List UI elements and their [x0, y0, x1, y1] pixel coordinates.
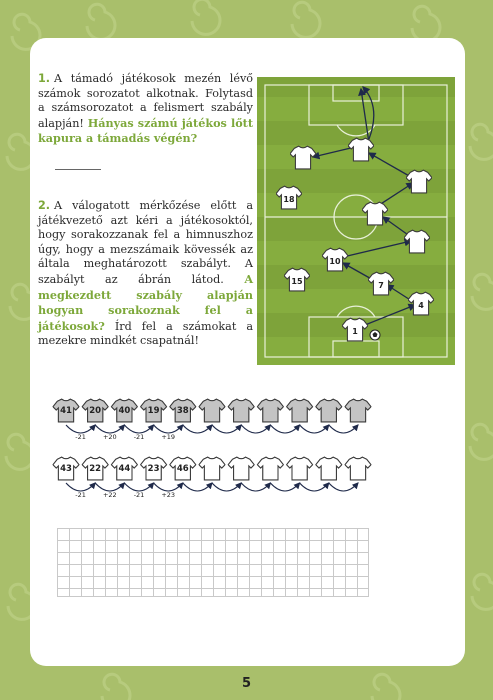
team-shirt[interactable]	[345, 399, 371, 422]
step-arrow	[212, 425, 241, 433]
task-1	[38, 72, 253, 147]
football	[370, 330, 380, 340]
step-arrow	[66, 483, 95, 499]
step-arrow	[329, 425, 358, 433]
step-arrow	[329, 483, 358, 491]
step-arrow	[95, 483, 124, 499]
team-shirt	[82, 399, 108, 422]
step-label: -21	[133, 491, 145, 499]
player-number: 1	[352, 327, 358, 336]
shirt-number: 46	[176, 464, 189, 474]
player-number: 15	[291, 277, 303, 286]
team-shirt[interactable]	[345, 457, 371, 480]
shirt-number: 43	[60, 464, 72, 474]
task-2-number: 2.	[38, 199, 51, 212]
shirt-number: 41	[60, 406, 72, 416]
team-shirt[interactable]	[199, 399, 225, 422]
step-arrow	[95, 425, 124, 441]
team-shirt	[53, 457, 79, 480]
team-shirt	[111, 457, 137, 480]
step-label: -21	[75, 491, 86, 499]
step-arrow	[124, 483, 153, 499]
shirt-number: 40	[118, 406, 131, 416]
step-label: -21	[75, 433, 86, 441]
task-2-text-after: Írd fel a számokat a mezekre mindkét csapatnál!	[38, 319, 253, 348]
step-arrow	[270, 483, 299, 491]
shirt-number: 23	[147, 464, 160, 474]
task-2-text: A válogatott mérkőzése előtt a játékvezető azt kéri a játékosoktól, hogy sorakozzanak fel a himnuszhoz úgy, hogy a mezszámaik kövessék az általa meghatározott szabályt. A szabályt az ábrán látod.	[38, 199, 253, 286]
step-arrow	[183, 483, 212, 491]
step-arrow	[154, 425, 183, 441]
task-1-text: A támadó játékosok mezén lévő számok sorozatot alkotnak. Folytasd a számsorozatot a felismert szabály alapján!	[38, 72, 253, 130]
step-arrow	[212, 483, 241, 491]
team-shirt[interactable]	[316, 457, 342, 480]
shirt-number: 38	[176, 406, 189, 416]
task-2	[38, 199, 253, 349]
team-shirt[interactable]	[316, 399, 342, 422]
step-arrow	[241, 483, 270, 491]
player-number: 4	[418, 301, 424, 310]
shirt-number: 44	[118, 464, 131, 474]
task-1-number: 1.	[38, 72, 51, 85]
team-shirt[interactable]	[228, 399, 254, 422]
step-label: +19	[161, 433, 176, 441]
team-shirt[interactable]	[199, 457, 225, 480]
writing-grid[interactable]	[57, 528, 369, 597]
team-shirt	[170, 399, 196, 422]
step-arrow	[300, 483, 329, 491]
team-shirt[interactable]	[287, 399, 313, 422]
shirt-number: 20	[89, 406, 102, 416]
player-number: 10	[329, 257, 341, 266]
team-shirt	[82, 457, 108, 480]
team-shirt	[141, 457, 167, 480]
team-shirt	[53, 399, 79, 422]
team-shirt[interactable]	[257, 399, 283, 422]
team-shirt	[111, 399, 137, 422]
task-2-question: A megkezdett szabály alapján hogyan sorakoznak fel a játékosok?	[38, 271, 254, 333]
player-number: 7	[378, 281, 384, 290]
step-label: +22	[102, 491, 117, 499]
task-1-answer-line[interactable]	[55, 169, 101, 170]
step-arrow	[154, 483, 183, 499]
shirt-number: 19	[147, 406, 160, 416]
task-1-question: Hányas számú játékos lőtt kapura a támadás végén?	[38, 115, 253, 146]
team-1-shirt-row	[52, 395, 382, 443]
team-shirt[interactable]	[257, 457, 283, 480]
team-2-shirt-row	[52, 453, 382, 501]
football-field	[257, 77, 455, 365]
step-arrow	[270, 425, 299, 433]
team-shirt	[170, 457, 196, 480]
step-arrow	[124, 425, 153, 441]
step-arrow	[66, 425, 95, 441]
team-shirt	[141, 399, 167, 422]
team-shirt[interactable]	[228, 457, 254, 480]
player-number: 18	[283, 195, 295, 204]
shirt-number: 22	[89, 464, 102, 474]
step-arrow	[300, 425, 329, 433]
step-arrow	[241, 425, 270, 433]
step-label: +20	[102, 433, 117, 441]
step-label: +23	[161, 491, 176, 499]
team-shirt[interactable]	[287, 457, 313, 480]
step-label: -21	[133, 433, 145, 441]
page-number: 5	[241, 676, 252, 691]
step-arrow	[183, 425, 212, 433]
